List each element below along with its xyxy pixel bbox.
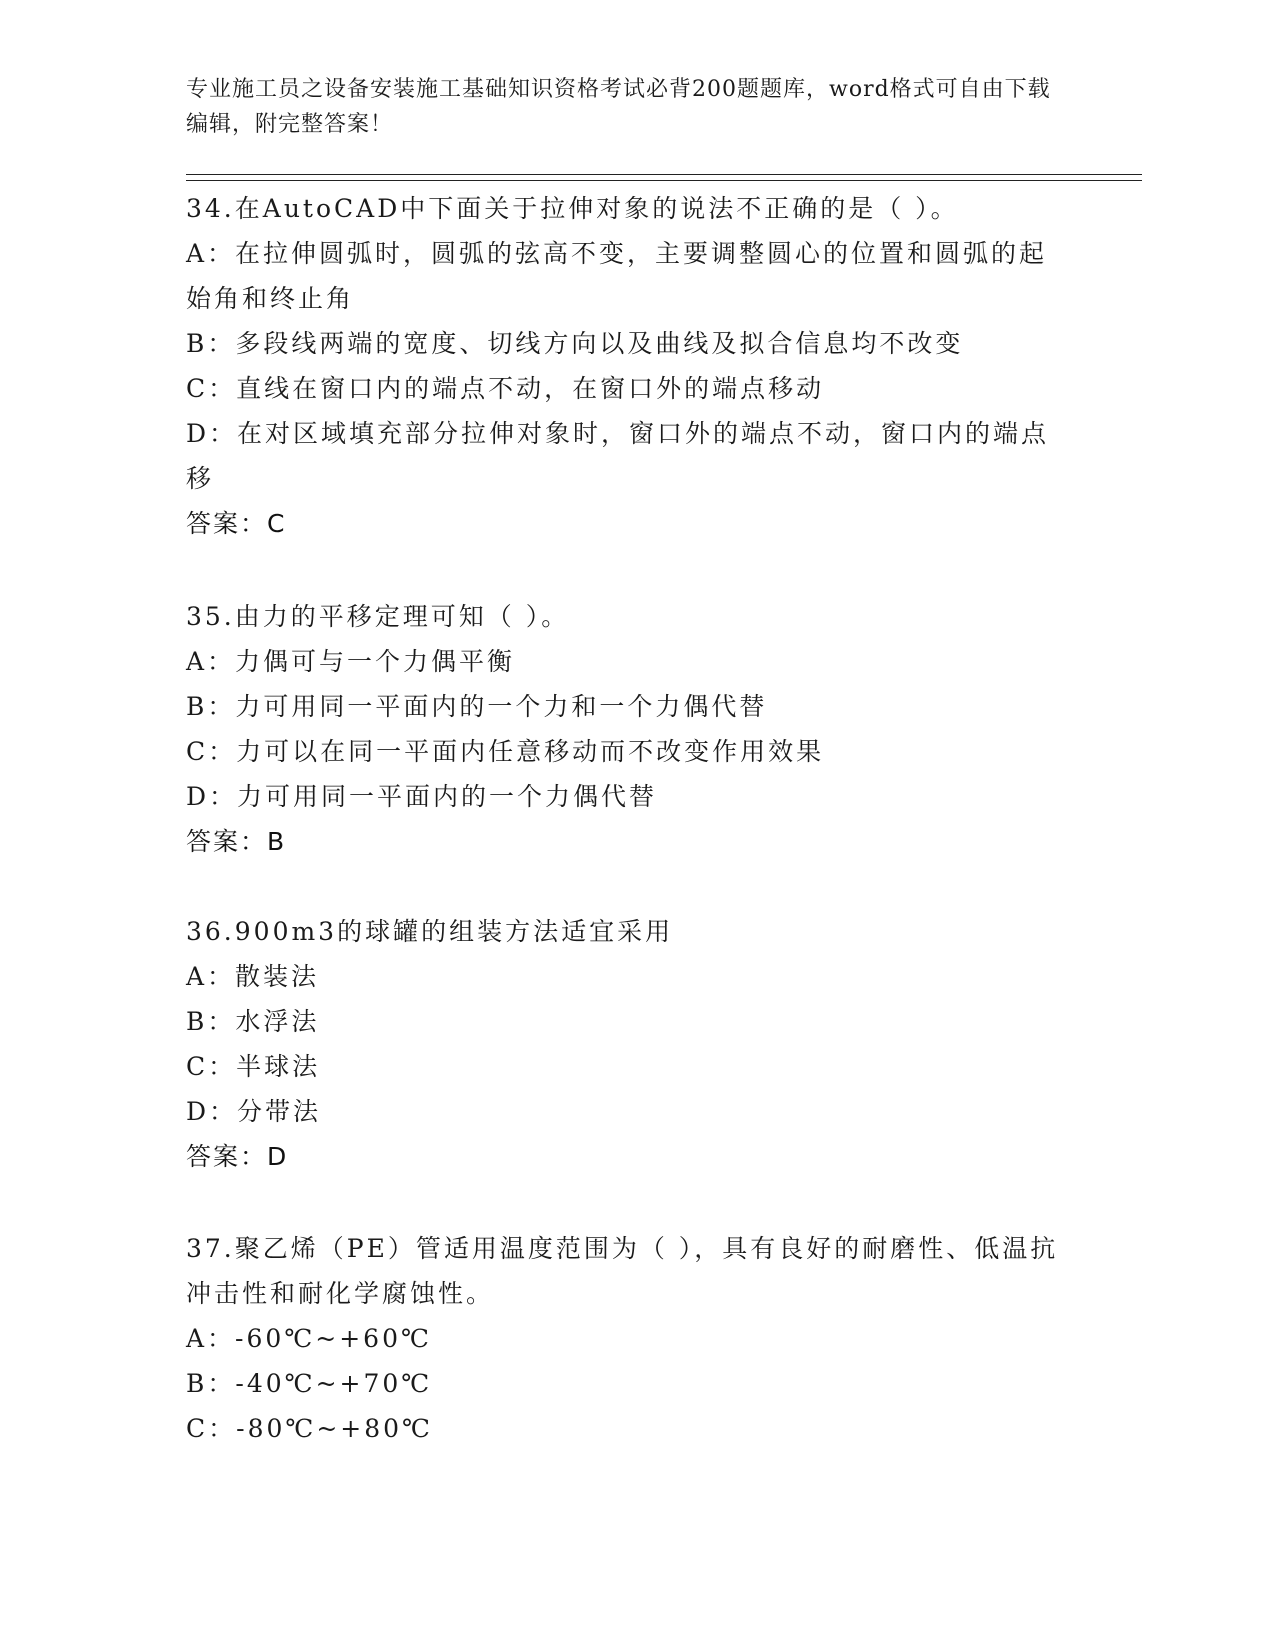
question-stem: 35.由力的平移定理可知（ ）。 <box>186 602 570 631</box>
question-35 <box>186 594 1066 864</box>
option-b: B：-40℃~+70℃ <box>186 1369 433 1398</box>
option-a: A：力偶可与一个力偶平衡 <box>186 647 516 676</box>
answer: 答案：C <box>186 509 287 538</box>
option-d: D：力可用同一平面内的一个力偶代替 <box>186 782 658 811</box>
option-a: A：散装法 <box>186 962 320 991</box>
option-c: C：-80℃~+80℃ <box>186 1414 434 1443</box>
option-a: A：-60℃~+60℃ <box>186 1324 432 1353</box>
option-c: C：直线在窗口内的端点不动，在窗口外的端点移动 <box>186 374 825 403</box>
option-d: D：分带法 <box>186 1097 322 1126</box>
option-c: C：力可以在同一平面内任意移动而不改变作用效果 <box>186 737 825 766</box>
option-b: B：水浮法 <box>186 1007 320 1036</box>
answer: 答案：B <box>186 827 287 856</box>
option-a: A：在拉伸圆弧时，圆弧的弦高不变，主要调整圆心的位置和圆弧的起始角和终止角 <box>186 239 1048 313</box>
question-37 <box>186 1226 1066 1451</box>
question-stem: 37.聚乙烯（PE）管适用温度范围为（ ），具有良好的耐磨性、低温抗冲击性和耐化学腐蚀性。 <box>186 1234 1059 1308</box>
question-34 <box>186 186 1066 546</box>
question-stem: 36.900m3的球罐的组装方法适宜采用 <box>186 917 674 946</box>
option-d: D：在对区域填充部分拉伸对象时，窗口外的端点不动，窗口内的端点移 <box>186 419 1050 493</box>
answer: 答案：D <box>186 1142 289 1171</box>
document-header: 专业施工员之设备安装施工基础知识资格考试必背200题题库，word格式可自由下载编辑，附完整答案！ <box>186 77 1051 137</box>
option-c: C：半球法 <box>186 1052 321 1081</box>
header-divider-top <box>186 174 1142 175</box>
option-b: B：力可用同一平面内的一个力和一个力偶代替 <box>186 692 768 721</box>
option-b: B：多段线两端的宽度、切线方向以及曲线及拟合信息均不改变 <box>186 329 964 358</box>
header-divider-bottom <box>186 180 1142 181</box>
question-stem: 34.在AutoCAD中下面关于拉伸对象的说法不正确的是（ ）。 <box>186 194 959 223</box>
question-36 <box>186 909 1066 1179</box>
